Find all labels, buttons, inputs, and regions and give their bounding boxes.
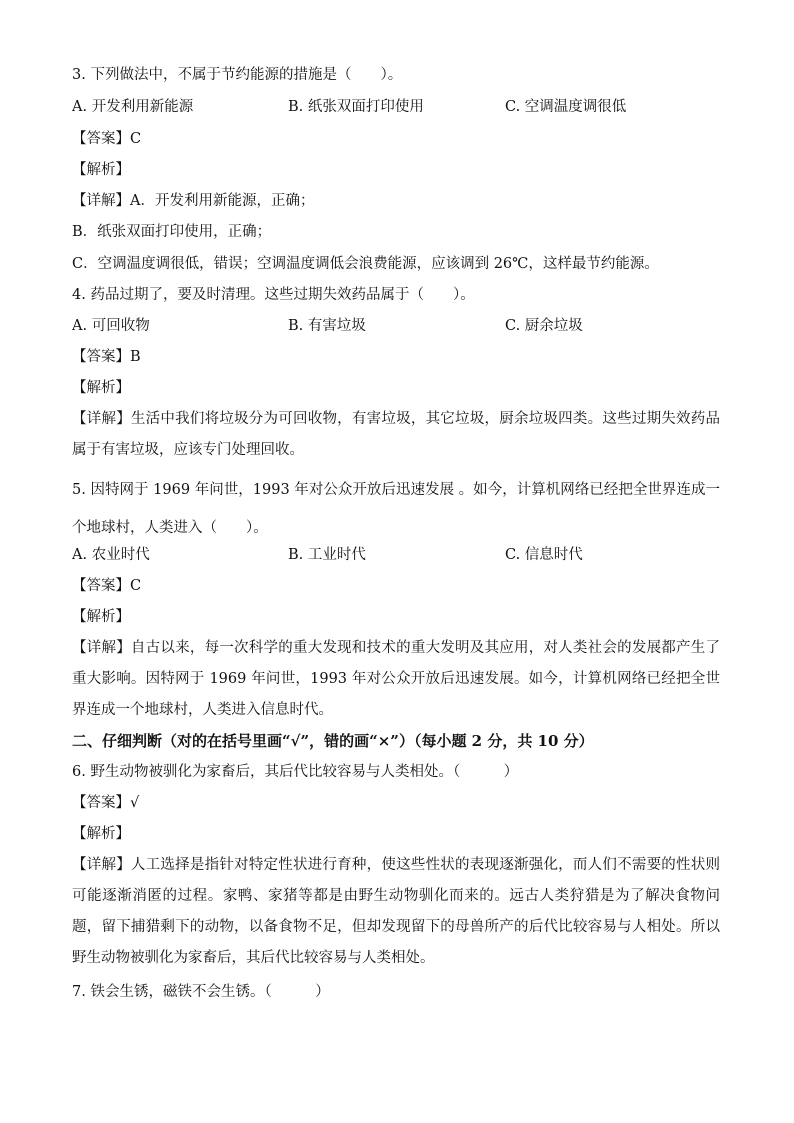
- q4-option-b: B. 有害垃圾: [288, 318, 366, 334]
- q6-detail: 【详解】人工选择是指针对特定性状进行育种，使这些性状的表现逐渐强化，而人们不需要的性状则可能逐渐消匿的过程。家鸭、家猪等都是由野生动物驯化而来的。远古人类狩猎是为了解决食物问题，留下捕猎剩下的动物，以备食物不足，但却发现留下的母兽所产的后代比较容易与人相处。所以野生动物被驯化为家畜后，其后代比较容易与人类相处。: [72, 857, 720, 966]
- q6-stem: 6. 野生动物被驯化为家畜后，其后代比较容易与人类相处。（ ）: [72, 764, 519, 780]
- q3-option-c: C. 空调温度调很低: [505, 99, 627, 115]
- q4-option-a: A. 可回收物: [72, 318, 150, 334]
- q3-detail-b: B．纸张双面打印使用，正确；: [72, 224, 272, 240]
- q4-detail: 【详解】生活中我们将垃圾分为可回收物，有害垃圾，其它垃圾，厨余垃圾四类。这些过期失效药品属于有害垃圾，应该专门处理回收。: [72, 411, 720, 458]
- q4-option-c: C. 厨余垃圾: [505, 318, 583, 334]
- q5-option-b: B. 工业时代: [288, 547, 366, 563]
- q5-option-c: C. 信息时代: [505, 547, 583, 563]
- q5-analysis-label: 【解析】: [72, 609, 130, 625]
- section-2-heading: 二、仔细判断（对的在括号里画“√”，错的画“×”）（每小题 2 分，共 10 分）: [72, 732, 594, 750]
- q3-stem: 3. 下列做法中，不属于节约能源的措施是（ ）。: [72, 67, 403, 83]
- q3-option-a: A. 开发利用新能源: [72, 99, 194, 115]
- q3-detail: 【详解】A．开发利用新能源，正确；: [72, 193, 315, 209]
- q4-analysis-label: 【解析】: [72, 380, 130, 396]
- q4-stem: 4. 药品过期了，要及时清理。这些过期失效药品属于（ ）。: [72, 287, 475, 303]
- q3-analysis-label: 【解析】: [72, 162, 130, 178]
- q6-analysis-label: 【解析】: [72, 826, 130, 842]
- q5-option-a: A. 农业时代: [72, 547, 150, 563]
- q5-detail: 【详解】自古以来，每一次科学的重大发现和技术的重大发明及其应用，对人类社会的发展都产生了重大影响。因特网于 1969 年问世，1993 年对公众开放后迅速发展。如今，计算机网络已经把全世界连成一个地球村，人类进入信息时代。: [72, 640, 720, 718]
- q4-answer: 【答案】B: [72, 349, 141, 365]
- q6-answer: 【答案】√: [72, 795, 140, 811]
- q5-answer: 【答案】C: [72, 578, 142, 594]
- q5-stem: 5. 因特网于 1969 年问世，1993 年对公众开放后迅速发展 。如今，计算机网络已经把全世界连成一个地球村，人类进入（ ）。: [72, 482, 720, 536]
- q3-option-b: B. 纸张双面打印使用: [288, 99, 424, 115]
- q3-detail-c: C．空调温度调很低，错误；空调温度调低会浪费能源，应该调到 26℃，这样最节约能源。: [72, 256, 659, 272]
- q7-stem: 7. 铁会生锈，磁铁不会生锈。（ ）: [72, 984, 330, 1000]
- q3-answer: 【答案】C: [72, 131, 142, 147]
